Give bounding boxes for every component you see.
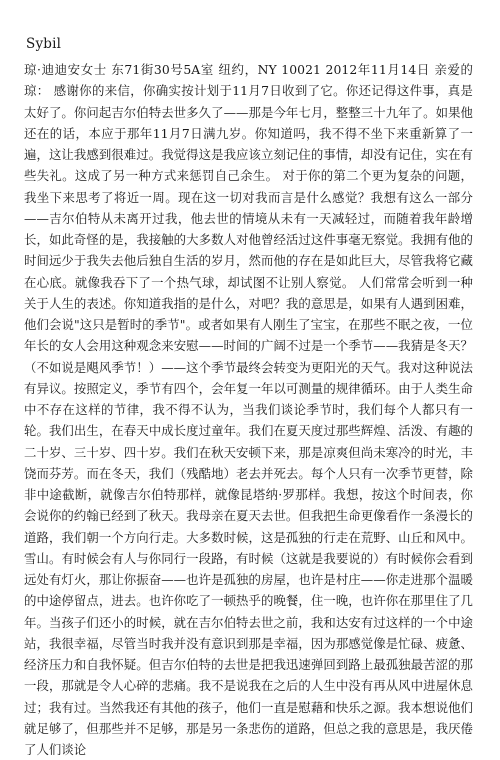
page-title: Sybil [26,36,62,52]
letter-body: 琼·迪迪安女士 东71街30号5A室 纽约，NY 10021 2012年11月14日 亲爱的琼： 感谢你的来信，你确实按计划于11月7日收到了它。你还记得这件事，真是太好了。你问起吉尔伯特去世多久了——那是今年七月，整整三十九年了。如果他还在的话，本应于那年11月7日满九岁。你知道吗，我不得不坐下来重新算了一遍，这让我感到很难过。我觉得这是我应该立刻记住的事情，却没有记住，实在有些失礼。这成了另一种方式来惩罚自己余生。 对于你的第二个更为复杂的问题，我坐下来思考了将近一周。现在这一切对我而言是什么感觉？我想有这么一部分——吉尔伯特从未离开过我，他去世的情境从未有一天减轻过，而随着我年龄增长，如此奇怪的是，我接触的大多数人对他曾经活过这件事毫无察觉。我拥有他的时间远少于我失去他后独自生活的岁月，然而他的存在是如此巨大，尽管我将它藏在心底。就像我吞下了一个热气球，却试图不让别人察觉。 人们常常会听到一种关于人生的表述。你知道我指的是什么，对吧？我的意思是，如果有人遇到困难，他们会说"这只是暂时的季节"。或者如果有人刚生了宝宝，在那些不眠之夜，一位年长的女人会用这种观念来安慰——时间的广阔不过是一个季节——我猜是冬天？ （不如说是飓风季节！）——这个季节最终会转变为更阳光的天气。我对这种说法有异议。按照定义，季节有四个，会年复一年以可测量的规律循环。由于人类生命中不存在这样的节律，我不得不认为，当我们谈论季节时，我们每个人都只有一轮。我们出生，在春天中成长度过童年。我们在夏天度过那些辉煌、活泼、有趣的二十岁、三十岁、四十岁。我们在秋天安顿下来，那是凉爽但尚未寒冷的时光，丰饶而芬芳。而在冬天，我们（残酷地）老去并死去。每个人只有一次季节更替，除非中途截断，就像吉尔伯特那样，就像昆塔纳·罗那样。我想，按这个时间表，你会说你的约翰已经到了秋天。我母亲在夏天去世。但我把生命更像看作一条漫长的道路，我们朝一个方向行走。大多数时候，这是孤独的行走在荒野、山丘和风中。雪山。有时候会有人与你同行一段路，有时候（这就是我要说的）有时候你会看到远处有灯火，那让你振奋——也许是孤独的房屋，也许是村庄——你走进那个温暖的中途停留点，进去。也许你吃了一顿热乎的晚餐，住一晚，也许你在那里住了几年。当孩子们还小的时候，就在吉尔伯特去世之前，我和达安有过这样的一个中途站，我很幸福，尽管当时我并没有意识到那是幸福，因为那感觉像是忙碌、疲惫、经济压力和自我怀疑。但吉尔伯特的去世是把我迅速弹回到路上最孤独最苦涩的那一段，那就是令人心碎的悲痛。我不是说我在之后的人生中没有再从风中进屋休息过；我有过。当然我还有其他的孩子，他们一直是慰藉和快乐之源。我本想说他们就足够了，但那些并不足够，那是另一条悲伤的道路，但总之我的意思是，我厌倦了人们谈论 [24,62,473,757]
